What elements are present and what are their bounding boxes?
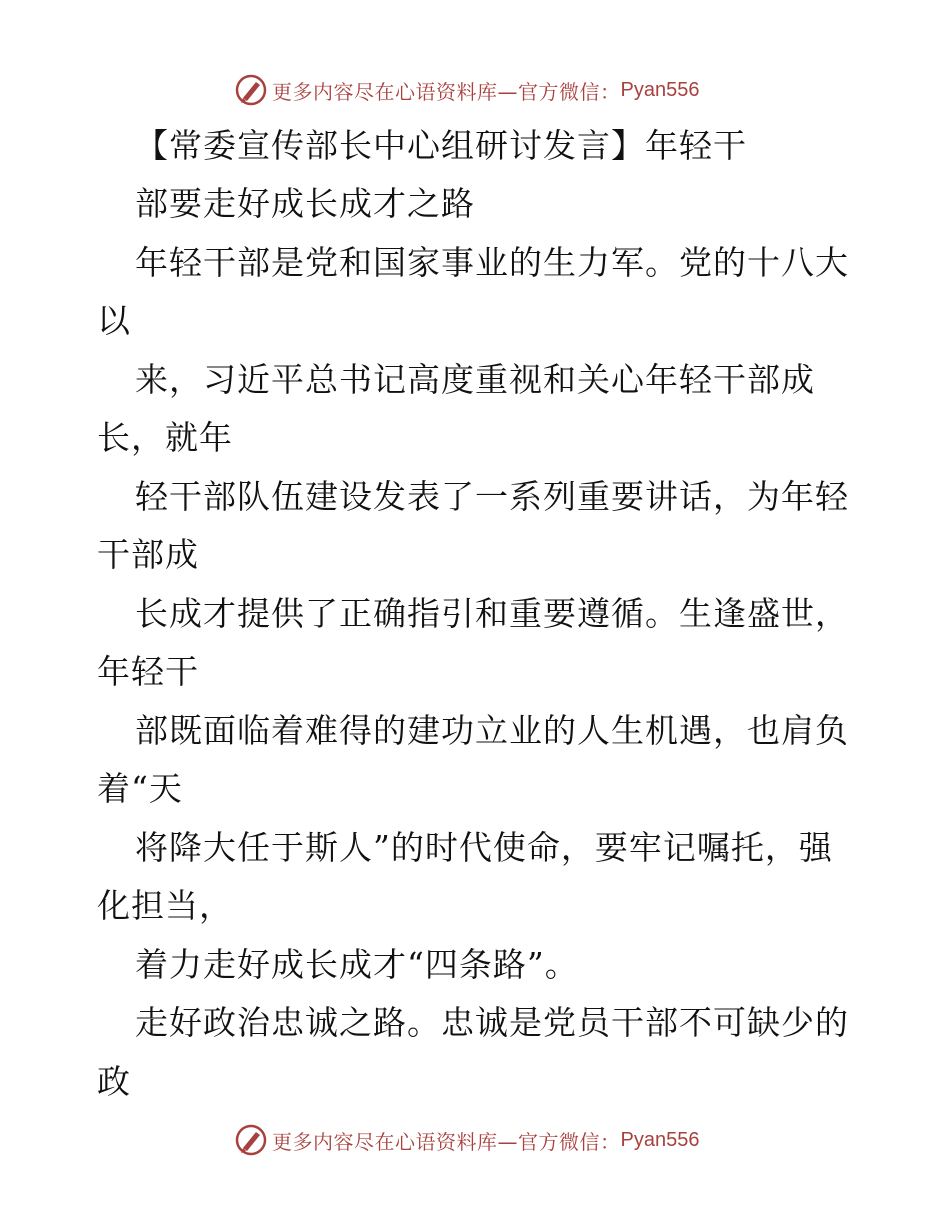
paragraph-line: 将降大任于斯人”的时代使命，要牢记嘱托，强 [135,828,833,867]
paragraph-line: 年轻干 [97,652,199,691]
title-line-1: 【常委宣传部长中心组研讨发言】年轻干 [135,126,747,165]
paragraph-line: 长成才提供了正确指引和重要遵循。生逢盛世， [135,594,849,633]
paragraph-line: 年轻干部是党和国家事业的生力军。党的十八大 [135,243,849,282]
paragraph-line: 部既面临着难得的建功立业的人生机遇，也肩负 [135,711,849,750]
paragraph-line: 来，习近平总书记高度重视和关心年轻干部成 [135,360,815,399]
paragraph-line: 走好政治忠诚之路。忠诚是党员干部不可缺少的 [135,1003,849,1042]
title-line-2: 部要走好成长成才之路 [135,184,475,223]
paragraph-line: 轻干部队伍建设发表了一系列重要讲话，为年轻 [135,477,849,516]
watermark-footer [234,1120,699,1160]
pen-logo-icon [234,1123,268,1157]
pen-logo-icon [234,73,268,107]
paragraph-line: 政 [97,1062,131,1101]
watermark-wechat-id: Pyan556 [620,78,700,101]
paragraph-line: 化担当， [97,886,233,925]
paragraph-line: 干部成 [97,535,199,574]
watermark-wechat-id: Pyan556 [620,1128,700,1151]
paragraph-line: 以 [97,301,131,340]
watermark-header [234,70,699,110]
watermark-text: 更多内容尽在心语资料库—官方微信： [272,79,621,104]
paragraph-line: 长，就年 [97,418,233,457]
watermark-text: 更多内容尽在心语资料库—官方微信： [272,1129,621,1154]
paragraph-line: 着“天 [97,769,183,808]
paragraph-line: 着力走好成长成才“四条路”。 [135,945,579,984]
